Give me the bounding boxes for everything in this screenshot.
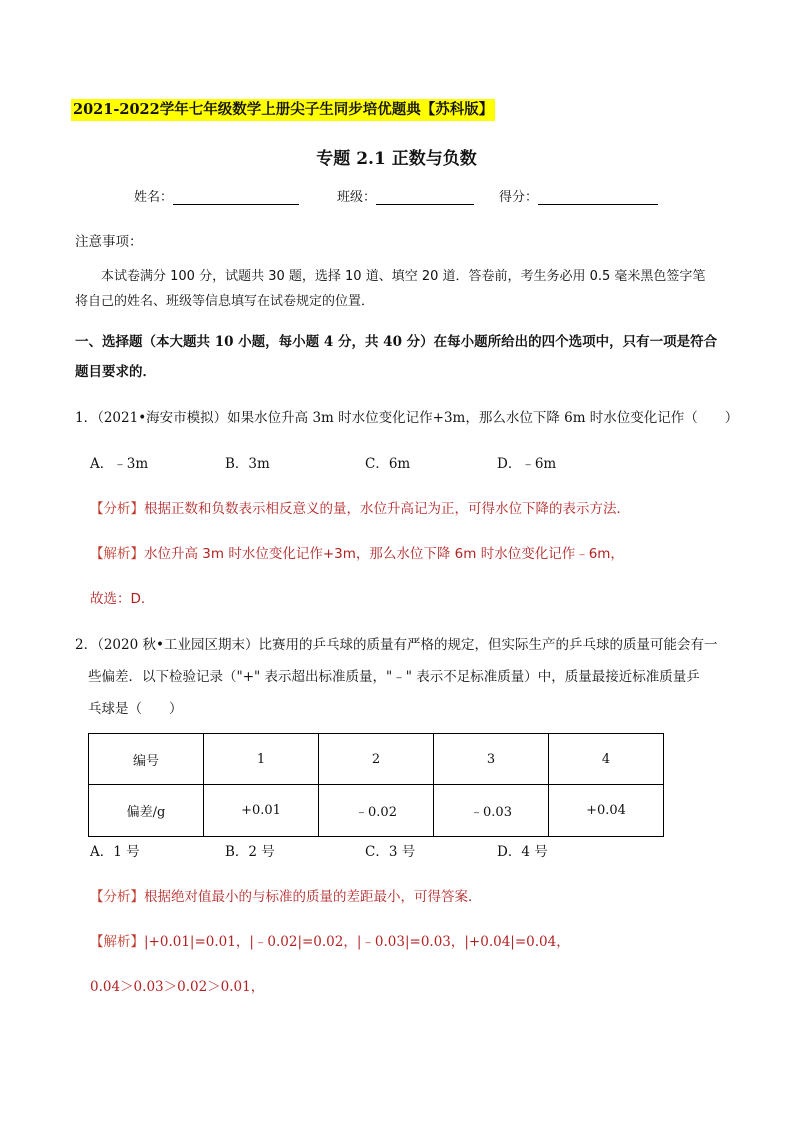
- table-cell: +0.04: [549, 785, 664, 837]
- q2-option-a: A．1 号: [90, 844, 140, 860]
- document-banner: 2021-2022学年七年级数学上册尖子生同步培优题典【苏科版】: [71, 99, 495, 121]
- q2-analysis-tag: 【分析】: [90, 889, 144, 905]
- q2-solution: [90, 930, 570, 950]
- table-cell: 1: [204, 734, 319, 785]
- q2-option-d: D．4 号: [497, 844, 548, 860]
- section-heading-line-2: 题目要求的．: [75, 364, 156, 380]
- notice-heading: 注意事项：: [75, 234, 143, 250]
- table-cell: +0.01: [204, 785, 319, 837]
- deviation-table: [88, 733, 664, 837]
- table-cell: 编号: [89, 734, 204, 785]
- class-label: 班级：: [337, 190, 377, 205]
- table-row: [89, 785, 664, 837]
- q1-analysis-tag: 【分析】: [90, 501, 144, 517]
- table-row: [89, 734, 664, 785]
- q1-solution: [90, 542, 624, 562]
- q1-option-a: A．﹣3m: [90, 456, 149, 472]
- table-cell: ﹣0.03: [434, 785, 549, 837]
- question-2-stem-line-1: 2．（2020 秋•工业园区期末）比赛用的乒乓球的质量有严格的规定，但实际生产的乒乓球的质量可能会有一: [75, 637, 718, 653]
- class-field: [337, 186, 474, 205]
- q2-option-c: C．3 号: [365, 844, 416, 860]
- question-2-stem-line-3: 乓球是（ ）: [88, 701, 183, 717]
- table-cell: 偏差/g: [89, 785, 204, 837]
- document-title: 专题 2.1 正数与负数: [316, 149, 477, 169]
- name-blank: [173, 190, 299, 205]
- q2-option-b: B．2 号: [225, 844, 275, 860]
- class-blank: [376, 190, 474, 205]
- table-cell: 4: [549, 734, 664, 785]
- question-1-stem: 1．（2021•海安市模拟）如果水位升高 3m 时水位变化记作+3m，那么水位下降 6m 时水位变化记作（ ）: [75, 410, 739, 426]
- q1-solution-tag: 【解析】: [90, 546, 144, 562]
- q1-answer-letter: D．: [130, 591, 155, 607]
- q1-answer: [90, 587, 154, 607]
- section-heading-line-1: 一、选择题（本大题共 10 小题，每小题 4 分，共 40 分）在每小题所给出的四个选项中，只有一项是符合: [75, 334, 718, 350]
- q1-solution-text: 水位升高 3m 时水位变化记作+3m，那么水位下降 6m 时水位变化记作﹣6m，: [144, 546, 624, 562]
- q2-comparison: 0.04＞0.03＞0.02＞0.01，: [90, 979, 265, 995]
- q2-analysis: [90, 885, 482, 905]
- q1-option-b: B．3m: [225, 456, 270, 472]
- q2-solution-text: |+0.01|=0.01，|﹣0.02|=0.02，|﹣0.03|=0.03，|+0.04|=0.04，: [144, 934, 570, 950]
- score-label: 得分：: [499, 190, 539, 205]
- notice-line-1: 本试卷满分 100 分，试题共 30 题，选择 10 道、填空 20 道．答卷前，考生务必用 0.5 毫米黑色签字笔: [101, 269, 706, 284]
- score-field: [499, 186, 658, 205]
- q1-option-d: D．﹣6m: [497, 456, 557, 472]
- name-label: 姓名：: [134, 190, 174, 205]
- name-field: [134, 186, 299, 205]
- table-cell: 3: [434, 734, 549, 785]
- q1-analysis-text: 根据正数和负数表示相反意义的量，水位升高记为正，可得水位下降的表示方法．: [144, 501, 630, 517]
- q1-option-c: C．6m: [365, 456, 411, 472]
- q2-analysis-text: 根据绝对值最小的与标准的质量的差距最小，可得答案．: [144, 889, 482, 905]
- q1-answer-prefix: 故选：: [90, 591, 131, 607]
- table-cell: 2: [319, 734, 434, 785]
- q1-analysis: [90, 497, 630, 517]
- notice-line-2: 将自己的姓名、班级等信息填写在试卷规定的位置．: [75, 294, 375, 309]
- score-blank: [538, 190, 658, 205]
- q2-solution-tag: 【解析】: [90, 934, 144, 950]
- question-2-stem-line-2: 些偏差．以下检验记录（"+" 表示超出标准质量，"﹣" 表示不足标准质量）中，质量最接近标准质量乒: [88, 669, 700, 685]
- table-cell: ﹣0.02: [319, 785, 434, 837]
